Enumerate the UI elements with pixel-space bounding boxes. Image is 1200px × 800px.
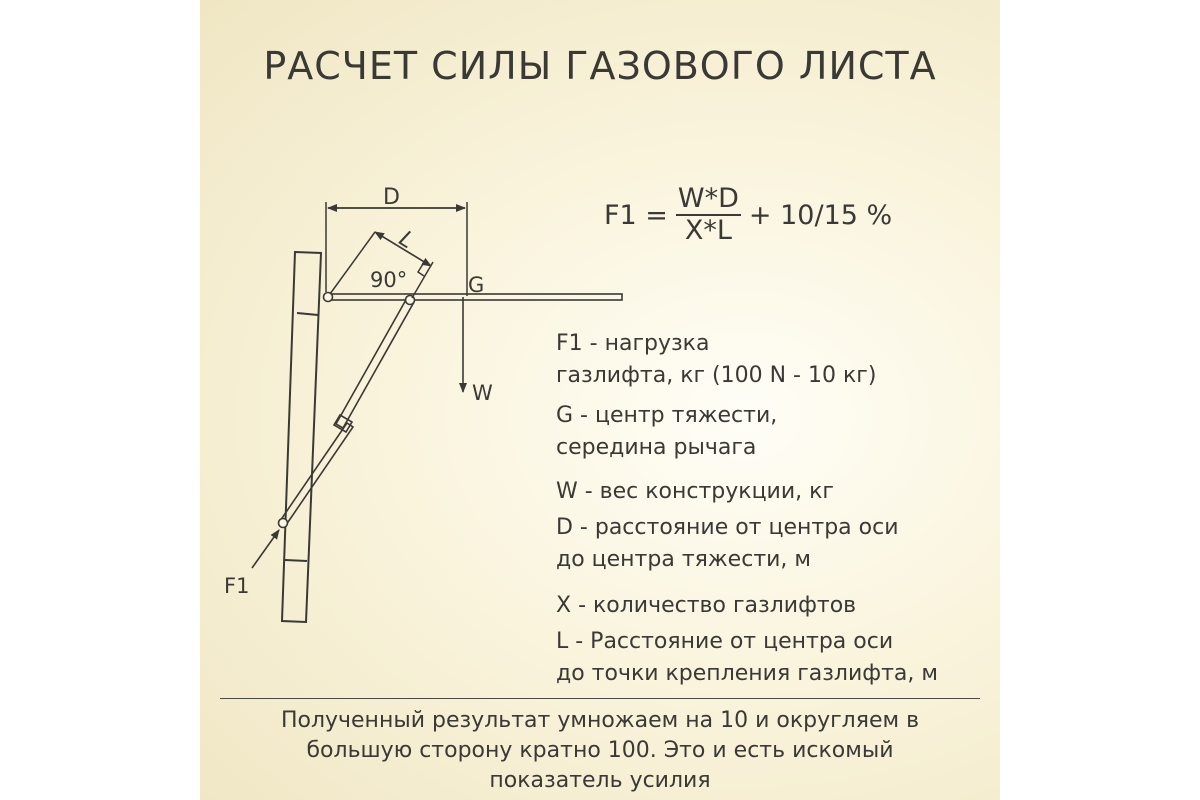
- footer-line-3: показатель усилия: [489, 768, 711, 793]
- force-f1-arrow: [252, 530, 279, 568]
- label-angle: 90°: [370, 268, 408, 292]
- formula-denominator: X*L: [684, 215, 732, 246]
- label-w: W: [472, 381, 493, 405]
- legend-item-w: [556, 476, 834, 508]
- legend-item-x: [556, 590, 856, 622]
- formula-rhs: + 10/15 %: [748, 199, 893, 231]
- legend-line: W - вес конструкции, кг: [556, 479, 834, 504]
- legend-item-l: [556, 626, 938, 690]
- legend-line: D - расстояние от центра оси: [556, 515, 899, 540]
- label-f1: F1: [224, 574, 250, 598]
- gas-strut: [280, 298, 414, 525]
- formula-fraction: [676, 184, 741, 246]
- legend-item-f1: [556, 328, 876, 392]
- legend-line: до центра тяжести, м: [556, 547, 812, 572]
- divider-line: [220, 698, 980, 699]
- legend-line: X - количество газлифтов: [556, 593, 857, 618]
- legend-line: до точки крепления газлифта, м: [556, 661, 938, 686]
- legend-item-d: [556, 512, 899, 576]
- legend-line: F1 - нагрузка: [556, 331, 710, 356]
- legend-item-g: [556, 400, 777, 464]
- legend-line: L - Расстояние от центра оси: [556, 629, 894, 654]
- label-d: D: [383, 185, 400, 210]
- lever-pivot: [324, 293, 333, 302]
- label-g: G: [468, 273, 485, 297]
- strut-bottom-pivot: [279, 519, 288, 528]
- footer-line-2: большую сторону кратно 100. Это и есть искомый: [306, 738, 894, 763]
- legend-line: середина рычага: [556, 435, 757, 460]
- footer-line-1: Полученный результат умножаем на 10 и округляем в: [280, 708, 920, 733]
- formula-lhs: F1 =: [604, 199, 668, 231]
- formula-numerator: W*D: [677, 183, 739, 214]
- legend-line: газлифта, кг (100 N - 10 кг): [556, 363, 877, 388]
- label-l: L: [394, 226, 419, 255]
- footer-note: [200, 706, 1000, 796]
- infographic-panel: [200, 0, 1000, 800]
- legend-line: G - центр тяжести,: [556, 403, 778, 428]
- frame-post: [282, 252, 321, 622]
- page-title: РАСЧЕТ СИЛЫ ГАЗОВОГО ЛИСТА: [263, 44, 937, 88]
- force-formula: [604, 180, 892, 250]
